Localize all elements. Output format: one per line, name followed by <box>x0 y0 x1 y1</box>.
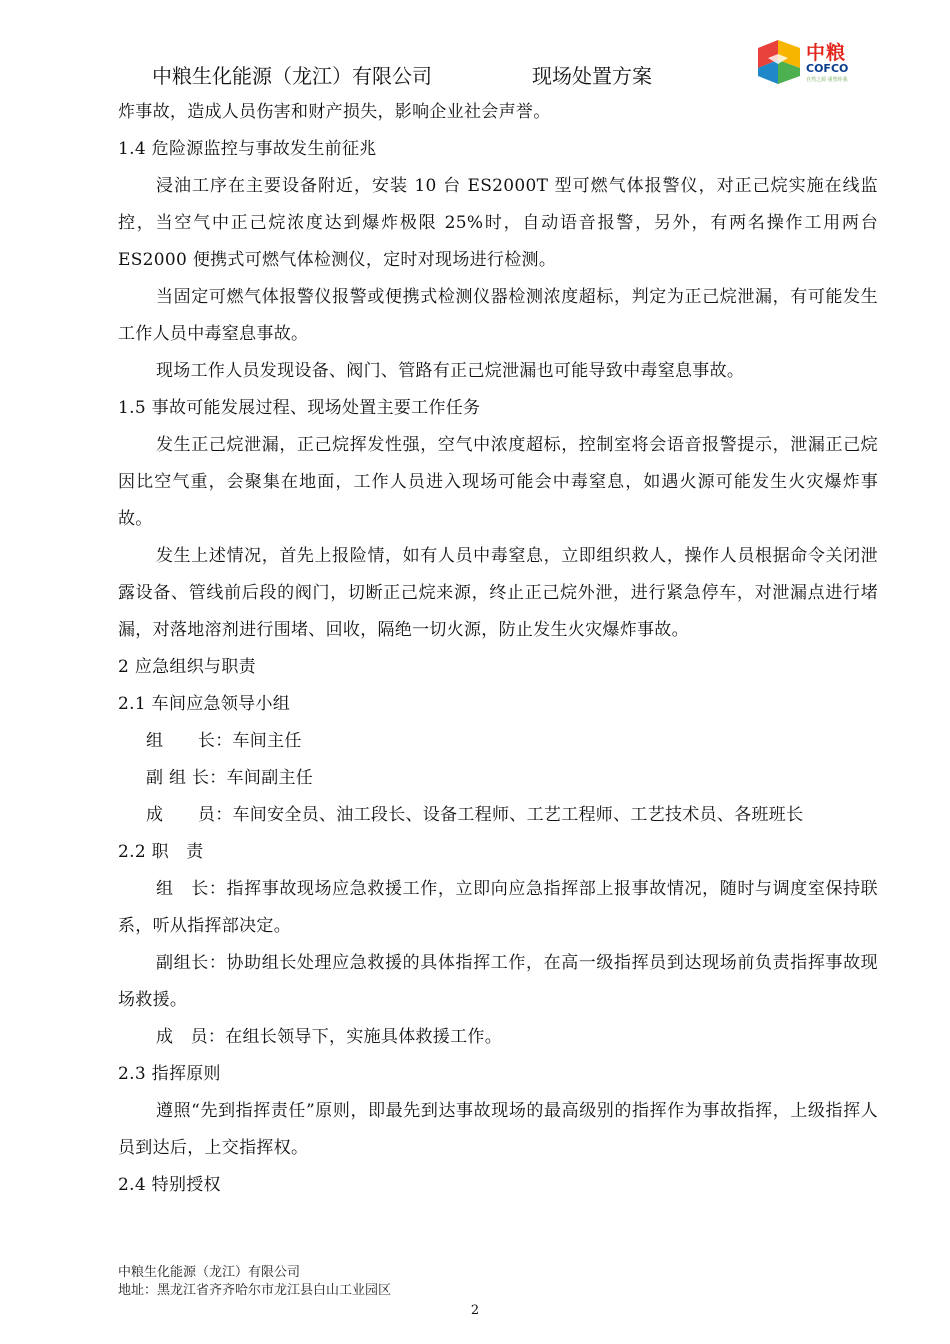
body-paragraph: 成 员：在组长领导下，实施具体救援工作。 <box>156 1027 502 1047</box>
section-heading: 2.4 特别授权 <box>118 1175 221 1195</box>
body-paragraph: 组 长：车间主任 <box>146 731 302 751</box>
logo-english-text: COFCO <box>806 62 849 75</box>
section-heading: 2.1 车间应急领导小组 <box>118 694 291 714</box>
body-paragraph: 浸油工序在主要设备附近，安装 10 台 ES2000T 型可燃气体报警仪，对正己烷实施在线监控，当空气中正己烷浓度达到爆炸极限 25%时，自动语音报警，另外，有两名操作工用两台 ES2000 便携式可燃气体检测仪，定时对现场进行检测。 <box>118 176 878 270</box>
cofco-cube-icon <box>754 38 804 86</box>
page-number: 2 <box>470 1303 480 1318</box>
section-heading: 1.4 危险源监控与事故发生前征兆 <box>118 139 377 159</box>
body-paragraph: 组 长：指挥事故现场应急救援工作，立即向应急指挥部上报事故情况，随时与调度室保持联系，听从指挥部决定。 <box>118 879 878 936</box>
body-paragraph: 成 员：车间安全员、油工段长、设备工程师、工艺工程师、工艺技术员、各班班长 <box>146 805 804 825</box>
page-header <box>0 0 950 100</box>
section-heading: 1.5 事故可能发展过程、现场处置主要工作任务 <box>118 398 481 418</box>
body-paragraph: 当固定可燃气体报警仪报警或便携式检测仪器检测浓度超标，判定为正己烷泄漏，有可能发生工作人员中毒窒息事故。 <box>118 287 878 344</box>
body-paragraph: 副 组 长：车间副主任 <box>146 768 314 788</box>
logo-chinese-text: 中粮 <box>806 42 847 64</box>
body-paragraph: 发生上述情况，首先上报险情，如有人员中毒窒息，立即组织救人，操作人员根据命令关闭泄露设备、管线前后段的阀门，切断正己烷来源，终止正己烷外泄，进行紧急停车，对泄漏点进行堵漏，对落地溶剂进行围堵、回收，隔绝一切火源，防止发生火灾爆炸事故。 <box>118 546 878 640</box>
section-heading: 2.2 职 责 <box>118 842 204 862</box>
footer-address: 地址：黑龙江省齐齐哈尔市龙江县白山工业园区 <box>118 1283 392 1298</box>
document-body <box>118 94 878 1204</box>
header-company-name: 中粮生化能源（龙江）有限公司 <box>152 64 432 88</box>
body-paragraph: 副组长：协助组长处理应急救援的具体指挥工作，在高一级指挥员到达现场前负责指挥事故现场救援。 <box>118 953 878 1010</box>
body-paragraph: 现场工作人员发现设备、阀门、管路有正己烷泄漏也可能导致中毒窒息事故。 <box>156 361 745 381</box>
body-paragraph: 炸事故，造成人员伤害和财产损失，影响企业社会声誉。 <box>118 102 551 122</box>
page-footer <box>118 1264 391 1300</box>
footer-company-name: 中粮生化能源（龙江）有限公司 <box>118 1265 301 1280</box>
section-heading: 2 应急组织与职责 <box>118 657 256 677</box>
cofco-logo <box>754 36 856 88</box>
body-paragraph: 发生正己烷泄漏，正己烷挥发性强，空气中浓度超标，控制室将会语音报警提示，泄漏正己烷因比空气重，会聚集在地面，工作人员进入现场可能会中毒窒息，如遇火源可能发生火灾爆炸事故。 <box>118 435 878 529</box>
section-heading: 2.3 指挥原则 <box>118 1064 221 1084</box>
logo-tagline: 自然之源 重塑你我 <box>806 77 848 83</box>
header-document-title: 现场处置方案 <box>532 64 652 88</box>
body-paragraph: 遵照“先到指挥责任”原则，即最先到达事故现场的最高级别的指挥作为事故指挥，上级指挥人员到达后，上交指挥权。 <box>118 1101 878 1158</box>
